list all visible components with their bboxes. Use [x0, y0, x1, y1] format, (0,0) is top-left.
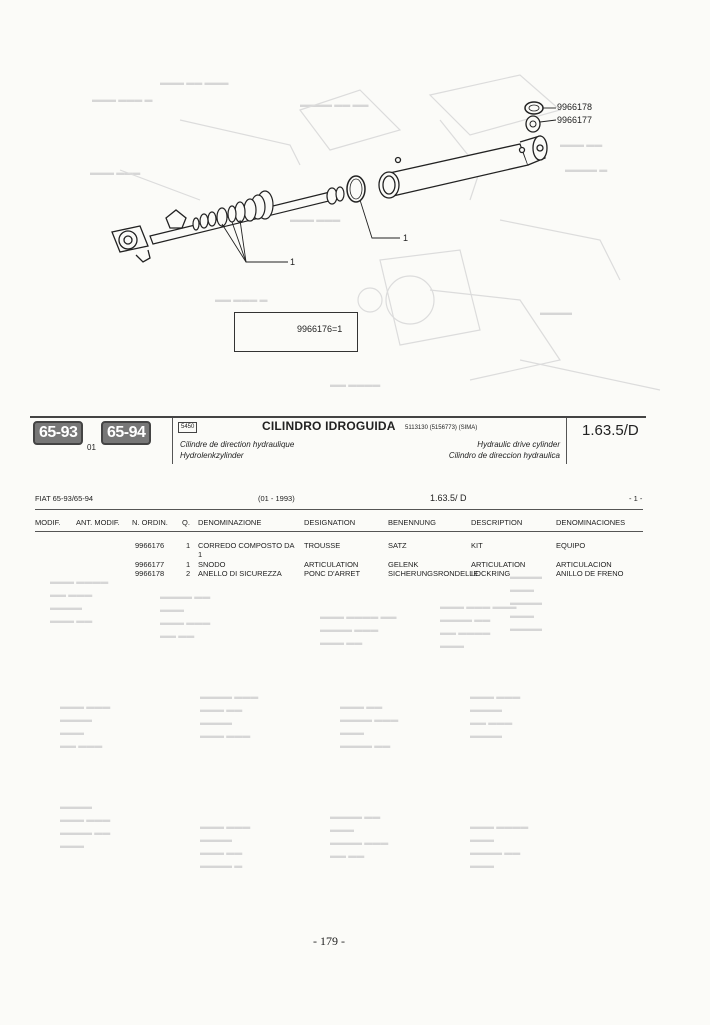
part-desc-de: GELENK	[388, 560, 419, 569]
header-rule-top	[35, 509, 643, 510]
part-desc-fr: ARTICULATION	[304, 560, 359, 569]
date-line: (01 - 1993)	[258, 494, 295, 503]
callout-1-seals: 1	[290, 257, 296, 267]
kit-box	[234, 312, 358, 352]
callout-1-cylinder: 1	[403, 233, 409, 243]
title-german: Hydrolenkzylinder	[180, 451, 244, 460]
part-desc-fr: TROUSSE	[304, 541, 341, 550]
exploded-diagram	[0, 0, 710, 400]
ref-line: 1.63.5/ D	[430, 493, 467, 503]
divider	[566, 418, 567, 464]
col-description: DESCRIPTION	[471, 518, 523, 527]
part-number: 9966177	[135, 560, 165, 569]
part-qty: 1	[186, 541, 191, 550]
title-band	[30, 416, 646, 466]
title-english: Hydraulic drive cylinder	[477, 440, 560, 449]
part-desc-it: CORREDO COMPOSTO DA	[198, 541, 295, 550]
part-desc-de: SICHERUNGSRONDELLE	[388, 569, 479, 578]
part-desc-it: ANELLO DI SICUREZZA	[198, 569, 282, 578]
model-line: FIAT 65-93/65-94	[35, 494, 94, 503]
model-badge-6593: 65-93	[33, 421, 83, 445]
part-desc-en: KIT	[471, 541, 483, 550]
part-number: 9966176	[135, 541, 165, 550]
divider	[172, 418, 173, 464]
callout-9966178: 9966178	[557, 102, 593, 112]
part-desc-es: ARTICULACION	[556, 560, 612, 569]
title-spanish: Cilindro de direccion hydraulica	[448, 451, 560, 460]
title-italian: CILINDRO IDROGUIDA	[262, 419, 396, 433]
part-desc-fr: PONC D'ARRET	[304, 569, 361, 578]
part-desc-de: SATZ	[388, 541, 407, 550]
part-desc-en: ARTICULATION	[471, 560, 526, 569]
col-denominaciones: DENOMINACIONES	[556, 518, 626, 527]
page-marker: - 1 -	[629, 494, 643, 503]
col-benennung: BENENNUNG	[388, 518, 436, 527]
group-code: 01	[87, 443, 96, 452]
part-desc-es: EQUIPO	[556, 541, 586, 550]
col-modif: MODIF.	[35, 518, 61, 527]
title-codes: 5113130 (5156773) (SIMA)	[405, 425, 478, 431]
part-desc-en: LOCKRING	[471, 569, 511, 578]
title-french: Cilindre de direction hydraulique	[180, 440, 295, 449]
reference-code: 1.63.5/D	[582, 422, 639, 439]
col-ant-modif: ANT. MODIF.	[76, 518, 120, 527]
col-designation: DESIGNATION	[304, 518, 356, 527]
part-qty: 2	[186, 569, 191, 578]
part-number: 9966178	[135, 569, 165, 578]
band-rule	[30, 416, 646, 418]
part-desc-it-cont: 1	[198, 550, 203, 559]
header-rule-bottom	[35, 531, 643, 532]
kit-label: 9966176=1	[297, 324, 343, 334]
col-denominazione: DENOMINAZIONE	[198, 518, 262, 527]
col-n-ordin: N. ORDIN.	[132, 518, 168, 527]
part-desc-it: SNODO	[198, 560, 226, 569]
part-desc-es: ANILLO DE FRENO	[556, 569, 624, 578]
col-qty: Q.	[182, 518, 190, 527]
model-badge-6594: 65-94	[101, 421, 151, 445]
small-code-box: 5450	[178, 422, 197, 433]
page-number: - 179 -	[313, 934, 345, 948]
part-qty: 1	[186, 560, 191, 569]
callout-9966177: 9966177	[557, 115, 593, 125]
